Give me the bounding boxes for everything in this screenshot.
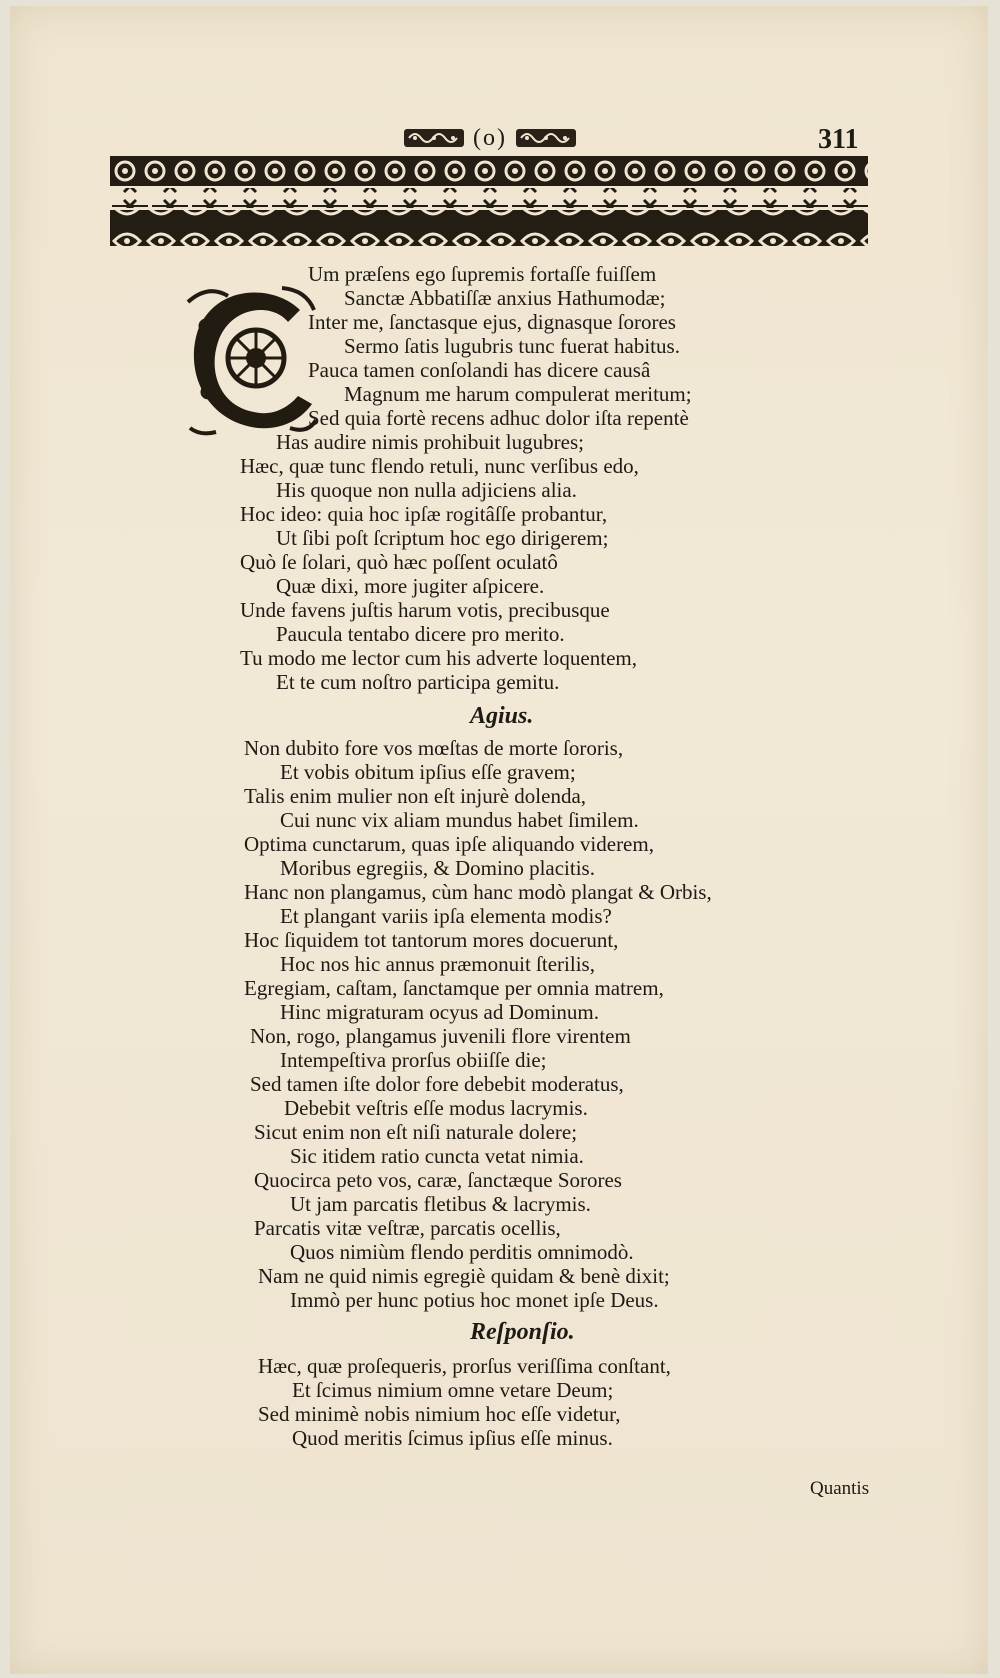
verse-line: Hoc ſiquidem tot tantorum mores docuerunt, — [244, 928, 619, 952]
verse-line: Et plangant variis ipſa elementa modis? — [280, 904, 612, 928]
catchword: Quantis — [810, 1478, 870, 1499]
verse-line: Nam ne quid nimis egregiè quidam & benè dixit; — [258, 1264, 670, 1288]
verse-line: Et te cum noſtro participa gemitu. — [276, 670, 560, 694]
verse-line: Hoc ideo: quia hoc ipſæ rogitâſſe probantur, — [240, 502, 608, 526]
verse-line: Has audire nimis prohibuit lugubres; — [276, 430, 584, 454]
verse-line: Moribus egregiis, & Domino placitis. — [280, 856, 595, 880]
verse-line: Sed minimè nobis nimium hoc eſſe videtur, — [258, 1402, 621, 1426]
verse-line: Hoc nos hic annus præmonuit ſterilis, — [280, 952, 595, 976]
printers-ornament-left — [403, 126, 465, 150]
verse-line: Optima cunctarum, quas ipſe aliquando viderem, — [244, 832, 654, 856]
verse-line: Tu modo me lector cum his adverte loquentem, — [240, 646, 637, 670]
speaker-heading: Reſponſio. — [470, 1319, 575, 1345]
verse-line: Non, rogo, plangamus juvenili flore virentem — [250, 1024, 631, 1048]
verse-line: Hæc, quæ tunc flendo retuli, nunc verſibus edo, — [240, 454, 639, 478]
printers-ornament-right — [515, 126, 577, 150]
verse-line: Pauca tamen conſolandi has dicere causâ — [308, 358, 651, 382]
verse-line: Quos nimiùm flendo perditis omnimodò. — [290, 1240, 634, 1264]
verse-line: Unde favens juſtis harum votis, precibusque — [240, 598, 610, 622]
verse-line: Paucula tentabo dicere pro merito. — [276, 622, 565, 646]
verse-line: Sicut enim non eſt niſi naturale dolere; — [254, 1120, 578, 1144]
verse-line: Debebit veſtris eſſe modus lacrymis. — [284, 1096, 588, 1120]
book-page — [10, 6, 988, 1674]
verse-line: Egregiam, caſtam, ſanctamque per omnia matrem, — [244, 976, 664, 1000]
page-number: 311 — [818, 124, 859, 155]
verse-line: His quoque non nulla adjiciens alia. — [276, 478, 577, 502]
verse-line: Um præſens ego ſupremis fortaſſe fuiſſem — [308, 262, 657, 286]
verse-line: Hæc, quæ proſequeris, prorſus veriſſima conſtant, — [258, 1354, 671, 1378]
verse-line: Sanctæ Abbatiſſæ anxius Hathumodæ; — [344, 286, 666, 310]
speaker-heading: Agius. — [470, 703, 534, 729]
verse-line: Quod meritis ſcimus ipſius eſſe minus. — [292, 1426, 613, 1450]
verse-line: Et vobis obitum ipſius eſſe gravem; — [280, 760, 576, 784]
verse-line: Quæ dixi, more jugiter aſpicere. — [276, 574, 545, 598]
verse-line: Ut jam parcatis fletibus & lacrymis. — [290, 1192, 591, 1216]
verse-line: Sic itidem ratio cuncta vetat nimia. — [290, 1144, 584, 1168]
verse-line: Non dubito fore vos mœſtas de morte ſororis, — [244, 736, 624, 760]
verse-line: Et ſcimus nimium omne vetare Deum; — [292, 1378, 614, 1402]
decorated-initial-c — [182, 282, 320, 436]
verse-line: Cui nunc vix aliam mundus habet ſimilem. — [280, 808, 639, 832]
verse-line: Immò per hunc potius hoc monet ipſe Deus. — [290, 1288, 659, 1312]
verse-line: Parcatis vitæ veſtræ, parcatis ocellis, — [254, 1216, 561, 1240]
verse-line: Sed quia fortè recens adhuc dolor iſta repentè — [308, 406, 689, 430]
verse-line: Hinc migraturam ocyus ad Dominum. — [280, 1000, 600, 1024]
verse-line: Quò ſe ſolari, quò hæc poſſent oculatô — [240, 550, 558, 574]
verse-line: Inter me, ſanctasque ejus, dignasque ſorores — [308, 310, 676, 334]
verse-line: Quocirca peto vos, caræ, ſanctæque Sorores — [254, 1168, 622, 1192]
verse-line: Talis enim mulier non eſt injurè dolenda, — [244, 784, 587, 808]
ornamental-headpiece — [110, 156, 868, 248]
verse-line: Intempeſtiva prorſus obiiſſe die; — [280, 1048, 547, 1072]
verse-line: Sed tamen iſte dolor fore debebit moderatus, — [250, 1072, 624, 1096]
verse-line: Ut ſibi poſt ſcriptum hoc ego dirigerem; — [276, 526, 609, 550]
running-head — [375, 118, 605, 158]
verse-line: Hanc non plangamus, cùm hanc modò plangat & Orbis, — [244, 880, 712, 904]
signature-mark: (o) — [473, 124, 507, 151]
verse-line: Sermo ſatis lugubris tunc fuerat habitus. — [344, 334, 680, 358]
verse-line: Magnum me harum compulerat meritum; — [344, 382, 692, 406]
